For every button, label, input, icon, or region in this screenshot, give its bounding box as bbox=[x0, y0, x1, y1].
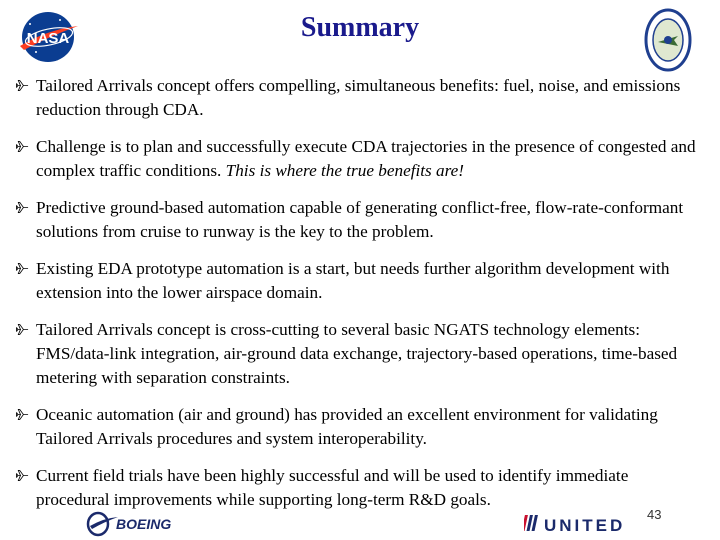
airplane-icon bbox=[16, 140, 29, 153]
bullet-text: Existing EDA prototype automation is a start, but needs further algorithm development with extension into the lower airspace domain. bbox=[36, 259, 670, 302]
united-logo bbox=[524, 510, 644, 536]
list-item bbox=[16, 464, 696, 512]
boeing-logo bbox=[84, 508, 214, 538]
boeing-wordmark: BOEING bbox=[116, 516, 172, 532]
bullet-text: Oceanic automation (air and ground) has provided an excellent environment for validating Tailored Arrivals procedures and system interoperability. bbox=[36, 405, 658, 448]
bullet-emphasis-note: This is where the true benefits are! bbox=[225, 161, 465, 180]
page-title: Summary bbox=[300, 12, 420, 43]
airplane-icon bbox=[16, 262, 29, 275]
faa-seal-logo bbox=[644, 8, 692, 72]
airplane-icon bbox=[16, 201, 29, 214]
list-item bbox=[16, 74, 696, 122]
bullet-list bbox=[16, 74, 696, 525]
bullet-text: Predictive ground-based automation capable of generating conflict-free, flow-rate-conformant solutions from cruise to runway is the key to the problem. bbox=[36, 198, 684, 241]
list-item bbox=[16, 196, 696, 244]
bullet-text: Challenge is to plan and successfully execute CDA trajectories in the presence of congested and complex traffic conditions. bbox=[36, 137, 696, 180]
airplane-icon bbox=[16, 323, 29, 336]
airplane-icon bbox=[16, 79, 29, 92]
bullet-text: Tailored Arrivals concept is cross-cutting to several basic NGATS technology elements: FMS/data-link integration, air-ground data exchange, trajectory-based operations, time-based metering with separation constraints. bbox=[36, 320, 678, 387]
airplane-icon bbox=[16, 469, 29, 482]
airplane-icon bbox=[16, 408, 29, 421]
list-item bbox=[16, 403, 696, 451]
svg-text:NASA: NASA bbox=[26, 30, 70, 47]
bullet-text: Tailored Arrivals concept offers compelling, simultaneous benefits: fuel, noise, and emissions reduction through CDA. bbox=[36, 76, 681, 119]
list-item bbox=[16, 318, 696, 390]
bullet-text: Current field trials have been highly successful and will be used to identify immediate procedural improvements while supporting long-term R&D goals. bbox=[36, 466, 629, 509]
list-item bbox=[16, 135, 696, 183]
united-wordmark: UNITED bbox=[544, 516, 626, 535]
list-item bbox=[16, 257, 696, 305]
page-number: 43 bbox=[647, 507, 662, 522]
